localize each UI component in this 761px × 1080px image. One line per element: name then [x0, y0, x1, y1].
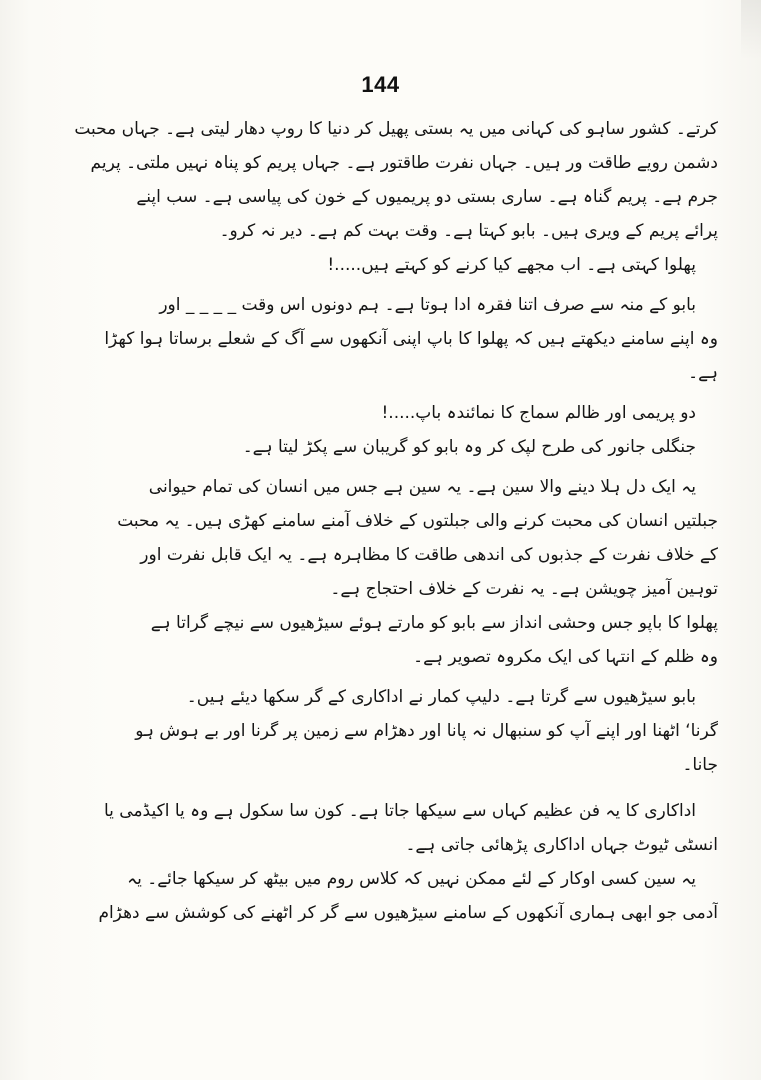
- text-line: جبلتیں انسان کی محبت کرنے والی جبلتوں کے خلاف آمنے سامنے کھڑی ہیں۔ یہ محبت: [117, 511, 718, 531]
- text-line: پرائے پریم کے ویری ہیں۔ بابو کہتا ہے۔ وقت بہت کم ہے۔ دیر نہ کرو۔: [219, 221, 718, 241]
- text-line: آدمی جو ابھی ہماری آنکھوں کے سامنے سیڑھیوں سے گر کر اٹھنے کی کوشش سے دھڑام: [98, 903, 718, 923]
- urdu-body-text: [30, 112, 718, 930]
- text-line: وہ اپنے سامنے دیکھتے ہیں کہ پھلوا کا باپ اپنی آنکھوں سے آگ کے شعلے برساتا ہوا کھڑا: [104, 329, 718, 349]
- paragraph-2: [30, 248, 718, 282]
- text-line: جانا۔: [682, 755, 718, 775]
- text-line: وہ ظلم کے انتہا کی ایک مکروہ تصویر ہے۔: [413, 647, 718, 667]
- paragraph-4: [30, 396, 718, 464]
- paragraph-3: [30, 288, 718, 390]
- page-number: 144: [361, 72, 400, 97]
- text-line: ہے۔: [688, 363, 718, 383]
- text-line: بابو سیڑھیوں سے گرتا ہے۔ دلیپ کمار نے اداکاری کے گر سکھا دیئے ہیں۔: [186, 687, 696, 707]
- paragraph-6: [30, 606, 718, 674]
- paragraph-8: [30, 794, 718, 862]
- text-line: اداکاری کا یہ فن عظیم کہاں سے سیکھا جاتا ہے۔ کون سا سکول ہے وہ یا اکیڈمی یا: [103, 801, 696, 821]
- text-line: پھلوا کا باپو جس وحشی انداز سے بابو کو مارتے ہوئے سیڑھیوں سے نیچے گراتا ہے: [150, 613, 718, 633]
- text-line: انسٹی ٹیوٹ جہاں اداکاری پڑھائی جاتی ہے۔: [405, 835, 718, 855]
- text-line: توہین آمیز چویشن ہے۔ یہ نفرت کے خلاف احتجاج ہے۔: [330, 579, 718, 599]
- text-line: دو پریمی اور ظالم سماج کا نمائندہ باپ.....!: [381, 403, 696, 423]
- text-line: یہ ایک دل ہلا دینے والا سین ہے۔ یہ سین ہے جس میں انسان کی تمام حیوانی: [148, 477, 696, 497]
- text-line: پھلوا کہتی ہے۔ اب مجھے کیا کرنے کو کہتے ہیں.....!: [327, 255, 696, 275]
- text-line: گرنا‘ اٹھنا اور اپنے آپ کو سنبھال نہ پانا اور دھڑام سے زمین پر گرنا اور بے ہوش ہو: [135, 721, 718, 741]
- paragraph-7: [30, 680, 718, 782]
- text-line: دشمن رویے طاقت ور ہیں۔ جہاں نفرت طاقتور ہے۔ جہاں پریم کو پناہ نہیں ملتی۔ پریم: [90, 153, 718, 173]
- paragraph-9: [30, 862, 718, 930]
- text-line: یہ سین کسی اوکار کے لئے ممکن نہیں کہ کلاس روم میں بیٹھ کر سیکھا جائے۔ یہ: [127, 869, 696, 889]
- text-line: جرم ہے۔ پریم گناہ ہے۔ ساری بستی دو پریمیوں کے خون کی پیاسی ہے۔ سب اپنے: [136, 187, 718, 207]
- paragraph-5: [30, 470, 718, 606]
- paragraph-1: [30, 112, 718, 248]
- scan-shadow: [741, 0, 761, 60]
- text-line: کرتے۔ کشور ساہو کی کہانی میں یہ بستی پھیل کر دنیا کا روپ دھار لیتی ہے۔ جہاں محبت: [74, 119, 718, 139]
- text-line: بابو کے منہ سے صرف اتنا فقرہ ادا ہوتا ہے۔ ہم دونوں اس وقت _ _ _ _ اور: [159, 295, 696, 315]
- text-line: جنگلی جانور کی طرح لپک کر وہ بابو کو گریبان سے پکڑ لیتا ہے۔: [242, 437, 696, 457]
- text-line: کے خلاف نفرت کے جذبوں کی اندھی طاقت کا مظاہرہ ہے۔ یہ ایک قابل نفرت اور: [140, 545, 718, 565]
